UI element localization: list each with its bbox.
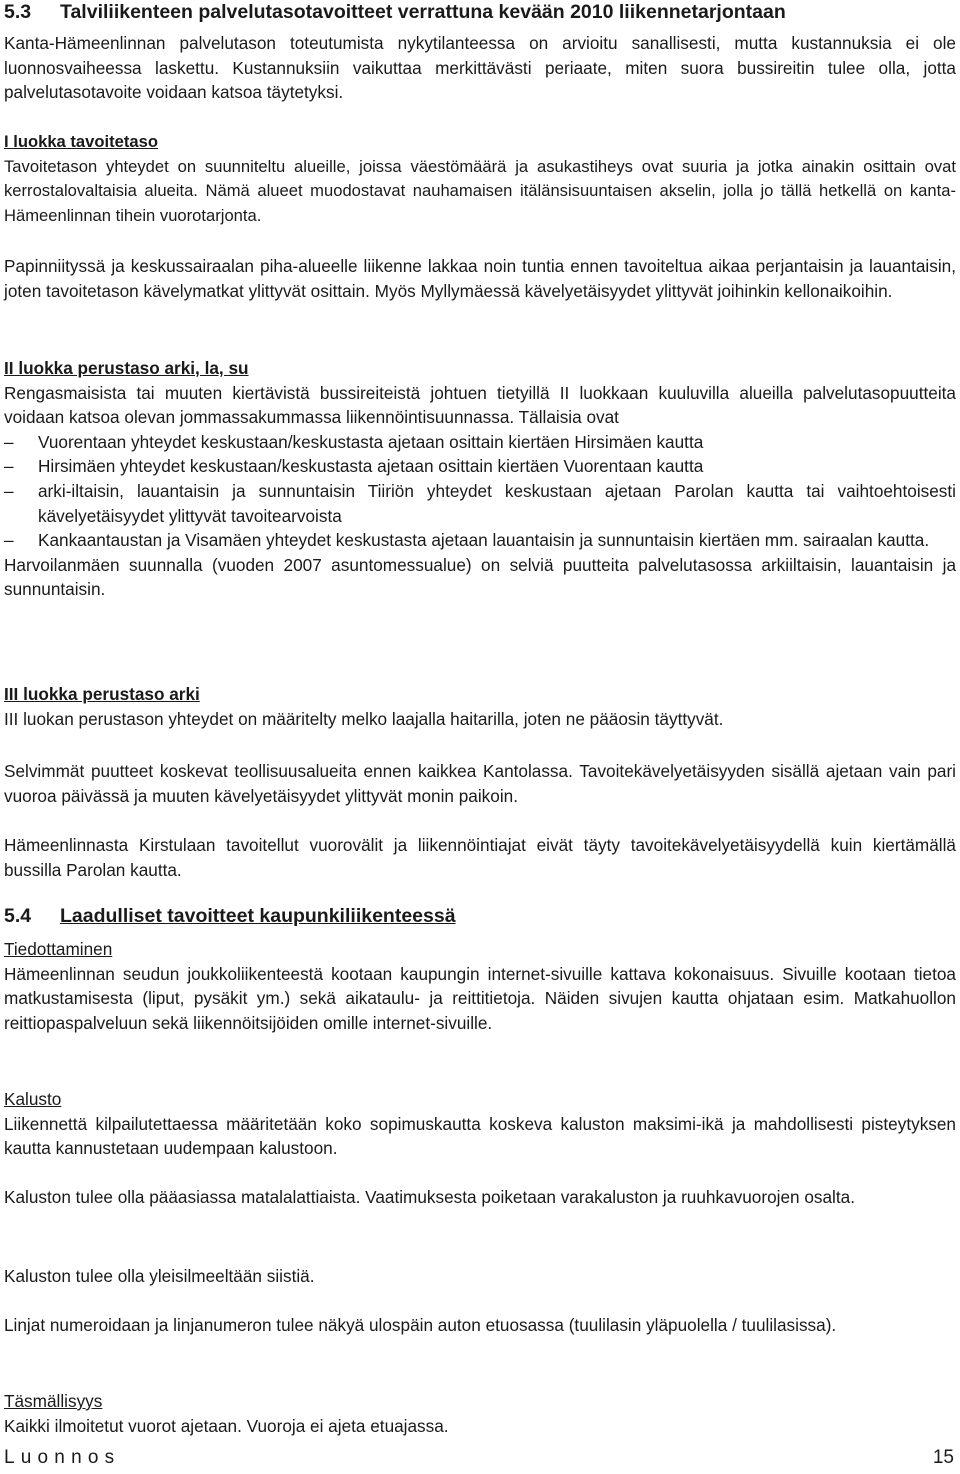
list-item: [4, 430, 956, 455]
class-2-list: [4, 430, 956, 553]
section-number: 5.4: [4, 905, 32, 927]
section-5-4-heading: [4, 904, 456, 928]
list-item: [4, 479, 956, 528]
tasmallisyys-block: [4, 1389, 956, 1438]
class-1-block: [4, 130, 956, 228]
dash-marker: –: [4, 456, 14, 477]
dash-marker: –: [4, 431, 14, 452]
section-title: Laadulliset tavoitteet kaupunkiliikenteessä: [60, 905, 456, 927]
list-item-text: Kankaantaustan ja Visamäen yhteydet keskustasta ajetaan lauantaisin ja sunnuntaisin kiertäen mm. sairaalan kautta.: [38, 530, 930, 551]
class-3-heading: III luokka perustaso arki: [4, 684, 200, 704]
section-number: 5.3: [4, 1, 32, 23]
class-3-paragraph-1: III luokan perustason yhteydet on määritelty melko laajalla haitarilla, joten ne pääosin täyttyvät.: [4, 708, 724, 729]
page-footer: [4, 1446, 956, 1470]
class-3-paragraph-2: Selvimmät puutteet koskevat teollisuusalueita ennen kaikkea Kantolassa. Tavoitekävelyetäisyyden sisällä ajetaan vain pari vuoroa päivässä ja muuten kävelyetäisyydet ylittyvät monin paikoin.: [4, 761, 956, 806]
kalusto-block: [4, 1087, 956, 1161]
list-item: [4, 528, 956, 553]
dash-marker: –: [4, 480, 14, 501]
info-paragraph: Hämeenlinnan seudun joukkoliikenteestä kootaan kaupungin internet-sivuille kattava kokonaisuus. Sivuille kootaan tietoa matkustamisesta (liput, pysäkit ym.) sekä aikataulu- ja reittitietoja. Näiden sivujen kautta ohjataan esim. Matkahuollon reittiopaspalveluun sekä liikennöitsijöiden omille internet-sivuille.: [4, 963, 956, 1033]
class-2-paragraph-2: Harvoilanmäen suunnalla (vuoden 2007 asuntomessualue) on selviä puutteita palvelutasossa arkiiltaisin, lauantaisin ja sunnuntaisin.: [4, 554, 956, 600]
list-item-text: Vuorentaan yhteydet keskustaan/keskustasta ajetaan osittain kiertäen Hirsimäen kautta: [38, 431, 704, 452]
info-heading: Tiedottaminen: [4, 939, 113, 959]
class-1-heading: I luokka tavoitetaso: [4, 132, 159, 151]
kalusto-paragraph-3: Kaluston tulee olla yleisilmeeltään siistiä.: [4, 1266, 315, 1286]
info-block: [4, 937, 956, 1035]
page-number: 15: [932, 1447, 954, 1468]
class-3-block: [4, 682, 956, 731]
kalusto-paragraph-1: Liikennettä kilpailutettaessa määritetään koko sopimuskautta koskeva kaluston maksimi-ikä ja mahdollisesti pisteytyksen kautta kannustetaan uudempaan kalustoon.: [4, 1113, 956, 1159]
list-item: [4, 454, 956, 479]
class-1-paragraph-1: Tavoitetason yhteydet on suunniteltu alueille, joissa väestömäärä ja asukastiheys ovat suuria ja jotka ainakin osittain ovat kerrostalovaltaisia alueita. Nämä alueet muodostavat nauhamaisen itälänsisuuntaisen akselin, jolla jo tällä hetkellä on kanta-Hämeenlinnan tihein vuorotarjonta.: [4, 156, 956, 225]
section-title: Talviliikenteen palvelutasotavoitteet verrattuna kevään 2010 liikennetarjontaan: [60, 1, 786, 23]
tasmallisyys-paragraph: Kaikki ilmoitetut vuorot ajetaan. Vuoroja ei ajeta etuajassa.: [4, 1415, 449, 1436]
class-1-paragraph-2: Papinniityssä ja keskussairaalan piha-alueelle liikenne lakkaa noin tuntia ennen tavoiteltua aikaa perjantaisin ja lauantaisin, joten tavoitetason kävelymatkat ylittyvät osittain. Myös Myllymäessä kävelyetäisyydet ylittyvät joihinkin kellonaikoihin.: [4, 256, 956, 301]
dash-marker: –: [4, 530, 14, 551]
kalusto-paragraph-4: Linjat numeroidaan ja linjanumeron tulee näkyä ulospäin auton etuosassa (tuulilasin yläpuolella / tuulilasissa).: [4, 1315, 837, 1335]
list-item-text: Hirsimäen yhteydet keskustaan/keskustasta ajetaan osittain kiertäen Vuorentaan kautta: [38, 456, 704, 477]
section-5-3-heading: [4, 0, 786, 24]
footer-draft-label: Luonnos: [4, 1447, 121, 1468]
kalusto-heading: Kalusto: [4, 1089, 62, 1109]
class-2-paragraph-1: Rengasmaisista tai muuten kiertävistä bussireiteistä johtuen tietyillä II luokkaan kuuluvilla alueilla palvelutasopuutteita voidaan katsoa olevan jommassakummassa liikennöintisuunnassa. Tällaisia ovat: [4, 382, 956, 428]
class-2-heading: II luokka perustaso arki, la, su: [4, 358, 249, 378]
class-3-paragraph-3: Hämeenlinnasta Kirstulaan tavoitellut vuorovälit ja liikennöintiajat eivät täyty tavoitekävelyetäisyydellä kuin kiertämällä bussilla Parolan kautta.: [4, 835, 956, 880]
intro-paragraph: Kanta-Hämeenlinnan palvelutason toteutumista nykytilanteessa on arvioitu sanallisesti, mutta kustannuksia ei ole luonnosvaiheessa laskettu. Kustannuksiin vaikuttaa merkittävästi periaate, miten suora bussireitin tulee olla, jotta palvelutasotavoite voidaan katsoa täytetyksi.: [4, 33, 956, 103]
class-2-block: [4, 356, 956, 602]
tasmallisyys-heading: Täsmällisyys: [4, 1391, 103, 1411]
kalusto-paragraph-2: Kaluston tulee olla pääasiassa matalalattiaista. Vaatimuksesta poiketaan varakaluston ja ruuhkavuorojen osalta.: [4, 1187, 855, 1207]
list-item-text: arki-iltaisin, lauantaisin ja sunnuntaisin Tiiriön yhteydet keskustaan ajetaan Parolan kautta tai vaihtoehtoisesti kävelyetäisyydet ylittyvät tavoitearvoista: [38, 480, 956, 526]
